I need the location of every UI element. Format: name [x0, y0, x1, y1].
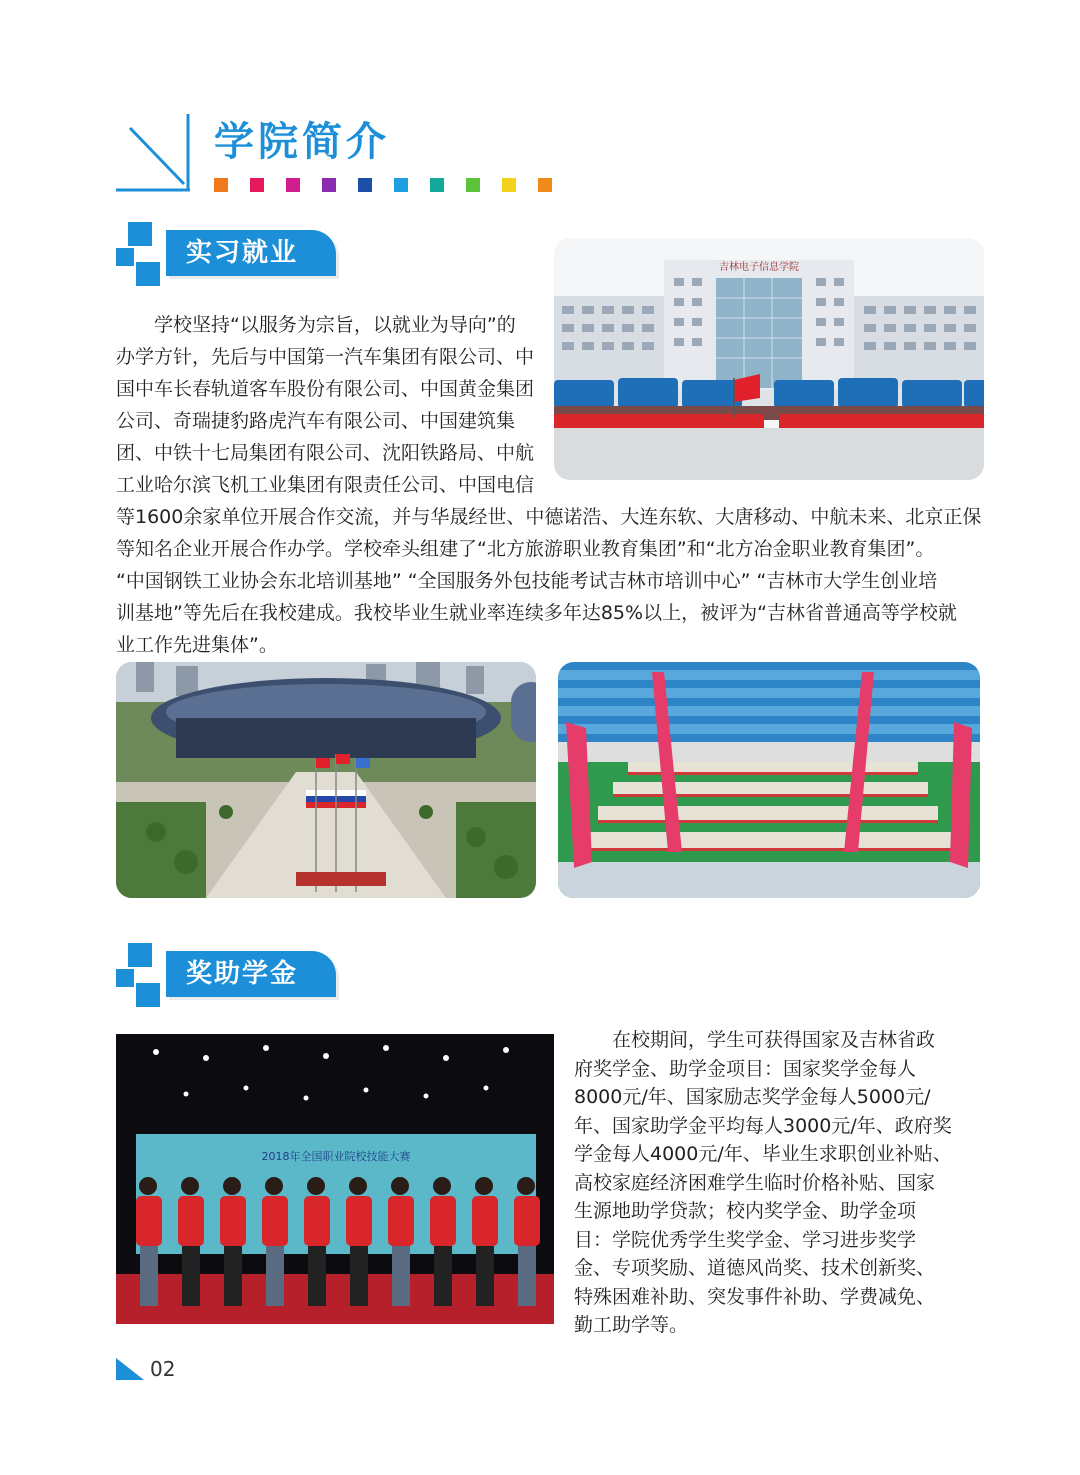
section-title: 奖助学金 — [186, 959, 299, 989]
section-header-scholarship — [116, 943, 338, 1009]
internship-text-wide: 等1600余家单位开展合作交流，并与华晟经世、中德诺浩、大连东软、大唐移动、中航未来、北京正保 等知名企业开展合作办学。学校牵头组建了“北方旅游职业教育集团”和“北方冶金职业教育集团”。 “中国钢铁工业协会东北培训基地” “全国服务外包技能考试吉林市培训中心” “吉林市大学生创业培 训基地”等先后在我校建成。我校毕业生就业率连续多年达85%以上，被评为“吉林省普通高等学校就 业工作先进集体”。 — [116, 506, 982, 656]
color-swatch — [322, 178, 336, 192]
page-title: 学院简介 — [214, 119, 390, 165]
page-corner-icon — [116, 1358, 144, 1380]
color-swatch — [502, 178, 516, 192]
section-header-internship — [116, 222, 338, 288]
color-swatch — [358, 178, 372, 192]
color-swatch — [214, 178, 228, 192]
arena-aerial-photo — [116, 662, 536, 898]
color-swatch — [538, 178, 552, 192]
internship-text-narrow: 学校坚持“以服务为宗旨，以就业为导向”的 办学方针，先后与中国第一汽车集团有限公司、中 国中车长春轨道客车股份有限公司、中国黄金集团 公司、奇瑞捷豹路虎汽车有限公司、中国建筑集 团、中铁十七局集团有限公司、沈阳铁路局、中航 工业哈尔滨飞机工业集团有限责任公司、中国电信 — [116, 314, 535, 496]
campus-building-photo — [554, 238, 984, 480]
exam-hall-photo — [558, 662, 980, 898]
building-sign: 吉林电子信息学院 — [719, 262, 799, 273]
title-arrow-icon — [116, 114, 192, 192]
color-strip — [214, 178, 552, 192]
color-swatch — [286, 178, 300, 192]
award-ceremony-photo — [116, 1034, 554, 1324]
stage-banner: 2018年全国职业院校技能大赛 — [261, 1150, 411, 1163]
scholarship-text: 在校期间，学生可获得国家及吉林省政 府奖学金、助学金项目：国家奖学金每人 8000元/年、国家励志奖学金每人5000元/ 年、国家助学金平均每人3000元/年、政府奖 学金每人4000元/年、毕业生求职创业补贴、 高校家庭经济困难学生临时价格补贴、国家 生源地助学贷款；校内奖学金、助学金项 目：学院优秀学生奖学金、学习进步奖学 金、专项奖励、道德风尚奖、技术创新奖、 特殊困难补助、突发事件补助、学费减免、 勤工助学等。 — [574, 1029, 952, 1336]
color-swatch — [394, 178, 408, 192]
section-title: 实习就业 — [186, 238, 299, 268]
color-swatch — [430, 178, 444, 192]
color-swatch — [466, 178, 480, 192]
page-number: 02 — [116, 1356, 175, 1382]
color-swatch — [250, 178, 264, 192]
